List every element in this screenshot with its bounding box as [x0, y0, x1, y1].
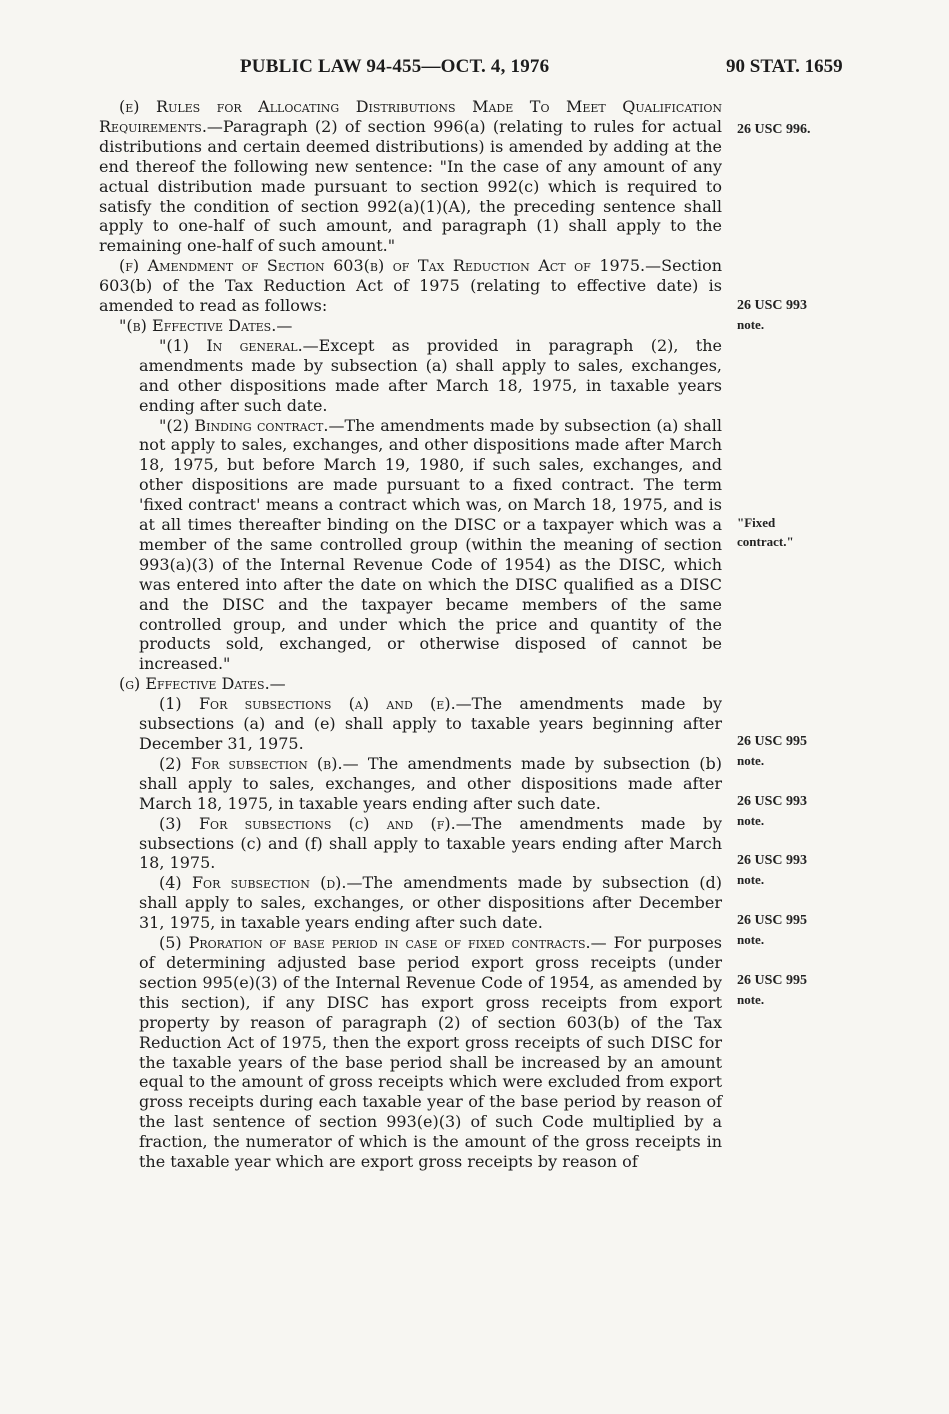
- section-f-1-heading: "(1) In general.: [159, 335, 303, 355]
- stat-page-number: 90 STAT. 1659: [726, 56, 843, 77]
- margin-note-usc-993-a-note: note.: [737, 317, 765, 332]
- margin-note-usc-996: 26 USC 996.: [737, 122, 811, 137]
- section-f-b: [99, 316, 722, 336]
- section-f-2-body: —The amendments made by subsection (a) shall not apply to sales, exchanges, and other dispositions made after March 18, 1975, but before March 19, 1980, if such sales, exchanges, and other dispositions are made pursuant to a fixed contract. The term 'fixed contract' means a contract which was, on March 18, 1975, and is at all times thereafter binding on the DISC or a taxpayer which was a member of the same controlled group (within the meaning of section 993(a)(3) of the Internal Revenue Code of 1954) as the DISC, which was entered into after the date on which the DISC qualified as a DISC and the DISC and the taxpayer became members of the same controlled group, and under which the price and quantity of the products sold, exchanged, or otherwise disposed of cannot be increased.": [139, 415, 723, 674]
- section-e: [99, 97, 722, 256]
- section-g-4: [99, 873, 722, 933]
- margin-note-usc-995-c: 26 USC 995: [737, 973, 808, 988]
- section-g-1: [99, 694, 722, 754]
- section-f-2-heading: "(2) Binding contract.: [159, 415, 329, 435]
- section-f-b-dash: —: [276, 315, 293, 335]
- margin-note-usc-995-b-note: note.: [737, 932, 765, 947]
- section-g-5-body: — For purposes of determining adjusted base period export gross receipts (under section 995(e)(3) of the Internal Revenue Code of 1954, as amended by this section), if any DISC has export gross receipts from export property by reason of paragraph (2) of section 603(b) of the Tax Reduction Act of 1975, then the export gross receipts of such DISC for the taxable years of the base period shall be increased by an amount equal to the amount of gross receipts which were excluded from export gross receipts during each taxable year of the base period by reason of the last sentence of section 993(e)(3) of such Code multiplied by a fraction, the numerator of which is the amount of the gross receipts in the taxable year which are export gross receipts by reason of: [139, 933, 723, 1172]
- margin-note-usc-995-a: 26 USC 995: [737, 734, 808, 749]
- section-g-4-body: —The amendments made by subsection (d) shall apply to sales, exchanges, or other dispositions after December 31, 1975, in taxable years ending after such date.: [139, 873, 723, 933]
- section-g-3: [99, 814, 722, 874]
- section-g-2: [99, 754, 722, 814]
- margin-note-fixed-contract: contract.": [737, 534, 794, 549]
- margin-note-usc-993-b-note: note.: [737, 813, 765, 828]
- section-f-body: —Section 603(b) of the Tax Reduction Act of 1975 (relating to effective date) is amended to read as follows:: [99, 256, 723, 316]
- margin-note-usc-995-c-note: note.: [737, 992, 765, 1007]
- margin-note-fixed: "Fixed: [737, 515, 776, 530]
- law-title: PUBLIC LAW 94-455—OCT. 4, 1976: [240, 56, 550, 77]
- section-g-heading: (g) Effective Dates.: [119, 674, 270, 694]
- section-g: [99, 674, 722, 694]
- section-g-3-body: —The amendments made by subsections (c) and (f) shall apply to taxable years ending after March 18, 1975.: [139, 813, 722, 873]
- margin-note-usc-995-a-note: note.: [737, 753, 765, 768]
- margin-note-usc-993-c-note: note.: [737, 872, 765, 887]
- margin-note-usc-993-b: 26 USC 993: [737, 794, 808, 809]
- section-g-2-heading: (2) For subsection (b).: [159, 753, 343, 773]
- section-f-heading: (f) Amendment of Section 603(b) of Tax Reduction Act of 1975.: [119, 256, 646, 276]
- section-g-3-heading: (3) For subsections (c) and (f).: [159, 813, 456, 833]
- section-f-1-body: —Except as provided in paragraph (2), the amendments made by subsection (a) shall apply to sales, exchanges, and other dispositions made after March 18, 1975, in taxable years ending after such date.: [139, 335, 722, 415]
- margin-note-usc-995-b: 26 USC 995: [737, 913, 808, 928]
- section-g-5-heading: (5) Proration of base period in case of fixed contracts.: [159, 933, 591, 953]
- section-g-1-heading: (1) For subsections (a) and (e).: [159, 694, 456, 714]
- margin-note-usc-993-a: 26 USC 993: [737, 298, 808, 313]
- section-g-2-body: — The amendments made by subsection (b) shall apply to sales, exchanges, and other dispositions made after March 18, 1975, in taxable years ending after such date.: [139, 753, 722, 813]
- section-f: [99, 256, 722, 316]
- section-f-2: [99, 416, 722, 675]
- document-body: [99, 97, 722, 1172]
- section-g-dash: —: [269, 674, 286, 694]
- section-g-4-heading: (4) For subsection (d).: [159, 873, 347, 893]
- margin-notes: [737, 0, 947, 1414]
- section-f-b-heading: "(b) Effective Dates.: [119, 315, 277, 335]
- section-g-5: [99, 933, 722, 1172]
- section-e-heading: (e) Rules for Allocating Distributions Made To Meet Qualification Requirements.: [99, 97, 722, 136]
- margin-note-usc-993-c: 26 USC 993: [737, 853, 808, 868]
- section-g-1-body: —The amendments made by subsections (a) and (e) shall apply to taxable years beginning after December 31, 1975.: [139, 694, 722, 753]
- section-f-1: [99, 336, 722, 416]
- section-e-body: —Paragraph (2) of section 996(a) (relating to rules for actual distributions and certain deemed distributions) is amended by adding at the end thereof the following new sentence: "In the case of any amount of any actual distribution made pursuant to section 992(c) which is required to satisfy the condition of section 992(a)(1)(A), the preceding sentence shall apply to one-half of such amount, and paragraph (1) shall apply to the remaining one-half of such amount.": [99, 116, 722, 256]
